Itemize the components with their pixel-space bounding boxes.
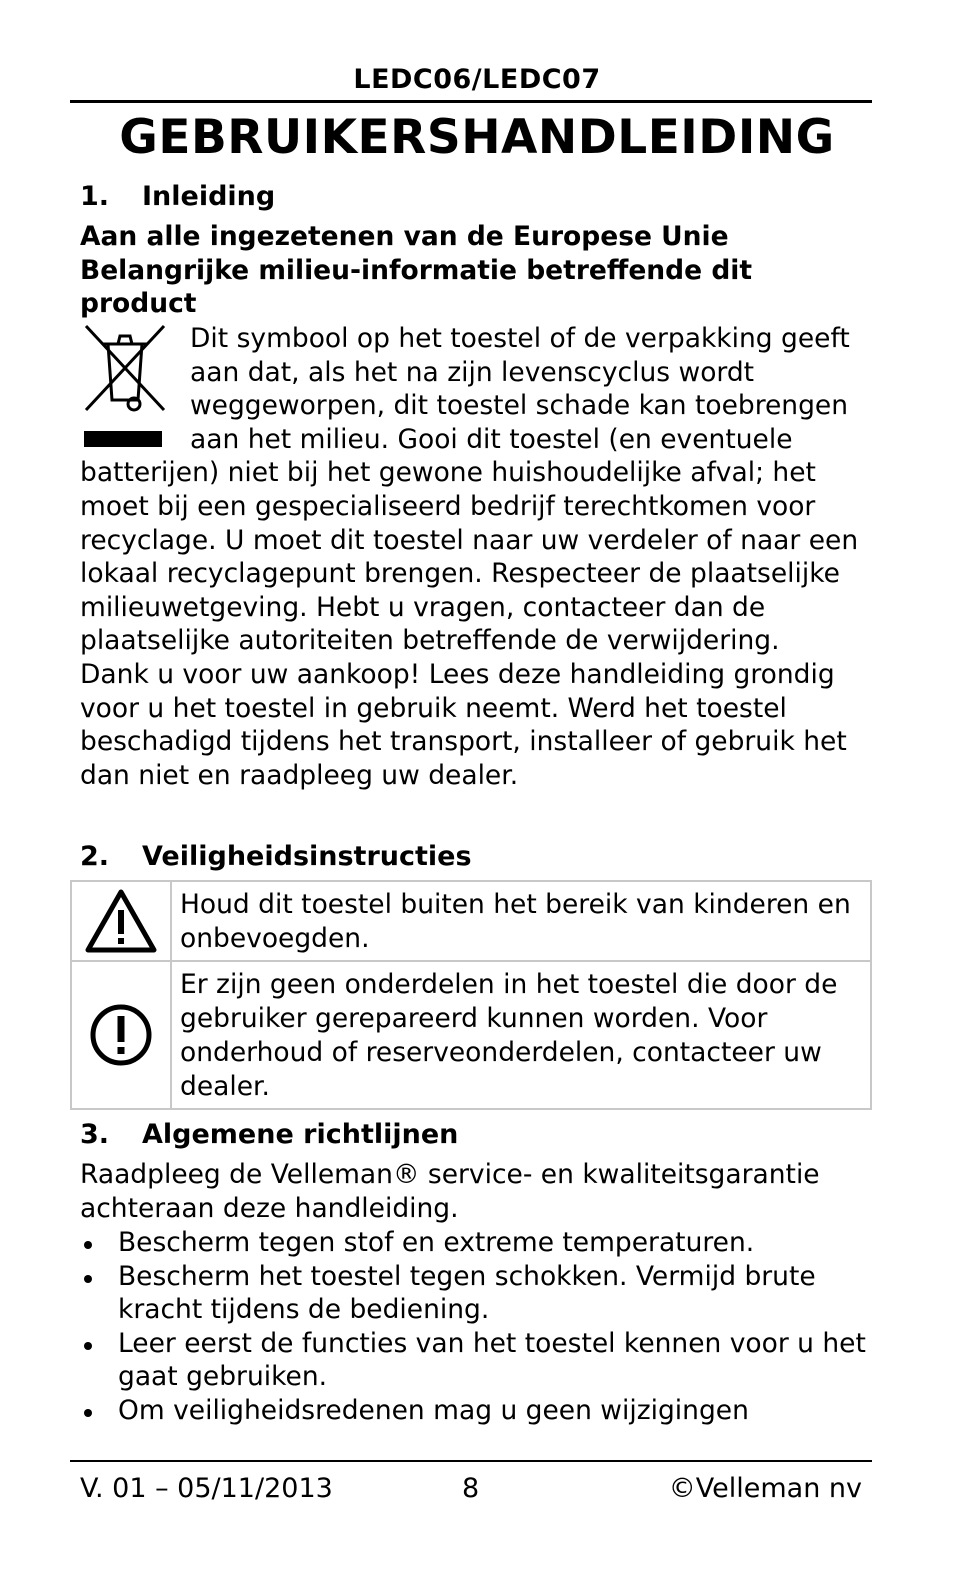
- list-item: [80, 1260, 870, 1327]
- intro-text: [80, 322, 870, 792]
- eu-notice-line-2: Belangrijke milieu-informatie betreffende dit: [80, 254, 753, 286]
- section-1-number: 1.: [80, 181, 110, 212]
- guidelines-intro: Raadpleeg de Velleman® service- en kwaliteitsgarantie achteraan deze handleiding.: [80, 1159, 820, 1224]
- list-item: [80, 1226, 870, 1260]
- section-1-title: Inleiding: [142, 181, 276, 212]
- model-number: LEDC06/LEDC07: [353, 64, 601, 95]
- caution-circle-icon: [88, 1002, 154, 1068]
- page-number: 8: [462, 1473, 480, 1504]
- list-item-text: Bescherm het toestel tegen schokken. Vermijd brute kracht tijdens de bediening.: [118, 1260, 816, 1326]
- header-rule: [70, 100, 872, 103]
- list-item: [80, 1327, 870, 1394]
- section-2-number: 2.: [80, 841, 110, 872]
- page-title: GEBRUIKERSHANDLEIDING: [119, 110, 835, 165]
- bullet-dot: [84, 1275, 92, 1283]
- bullet-dot: [84, 1241, 92, 1249]
- safety-table: [70, 880, 872, 1110]
- footer-copyright: ©Velleman nv: [668, 1473, 862, 1504]
- icon-spacer: [80, 322, 190, 456]
- bullet-dot: [84, 1342, 92, 1350]
- list-item-text: Bescherm tegen stof en extreme temperaturen.: [118, 1227, 755, 1258]
- safety-icon-cell: [71, 881, 171, 961]
- safety-row: [71, 881, 871, 961]
- environment-paragraph: Dit symbool op het toestel of de verpakking geeft aan dat, als het na zijn levenscyclus wordt weggeworpen, dit toestel schade kan toebrengen aan het milieu. Gooi dit toestel (en eventuele batterijen) niet bij het gewone huishoudelijke afval; het moet bij een gespecialiseerd bedrijf terechtkomen voor recyclage. U moet dit toestel naar uw verdeler of naar een lokaal recyclagepunt brengen. Respecteer de plaatselijke milieuwetgeving. Hebt u vragen, contacteer dan de plaatselijke autoriteiten betreffende de verwijdering.: [80, 323, 859, 657]
- thanks-paragraph: Dank u voor uw aankoop! Lees deze handleiding grondig voor u het toestel in gebruik neemt. Werd het toestel beschadigd tijdens het transport, installeer of gebruik het dan niet en raadpleeg uw dealer.: [80, 658, 847, 791]
- list-item: [80, 1394, 870, 1428]
- section-3-number: 3.: [80, 1119, 110, 1150]
- safety-row: [71, 961, 871, 1109]
- section-2-heading: [80, 840, 472, 874]
- section-1-heading: [80, 180, 275, 214]
- footer-rule: [70, 1460, 872, 1462]
- safety-text: Er zijn geen onderdelen in het toestel die door de gebruiker gerepareerd kunnen worden. Voor onderhoud of reserveonderdelen, contacteer uw dealer.: [171, 961, 871, 1109]
- footer-version: V. 01 – 05/11/2013: [80, 1473, 333, 1504]
- safety-icon-cell: [71, 961, 171, 1109]
- section-3-heading: [80, 1118, 458, 1152]
- list-item-text: Om veiligheidsredenen mag u geen wijzigingen: [118, 1394, 749, 1426]
- bullet-dot: [84, 1409, 92, 1417]
- warning-triangle-icon: [84, 888, 158, 954]
- eu-notice: [80, 220, 870, 321]
- eu-notice-line-3: product: [80, 288, 197, 319]
- section-3-title: Algemene richtlijnen: [142, 1119, 459, 1150]
- safety-text: Houd dit toestel buiten het bereik van kinderen en onbevoegden.: [171, 881, 871, 961]
- list-item-text: Leer eerst de functies van het toestel kennen voor u het gaat gebruiken.: [118, 1327, 866, 1393]
- guidelines-list: [80, 1226, 870, 1428]
- section-2-title: Veiligheidsinstructies: [142, 841, 472, 872]
- eu-notice-line-1: Aan alle ingezetenen van de Europese Unie: [80, 221, 729, 252]
